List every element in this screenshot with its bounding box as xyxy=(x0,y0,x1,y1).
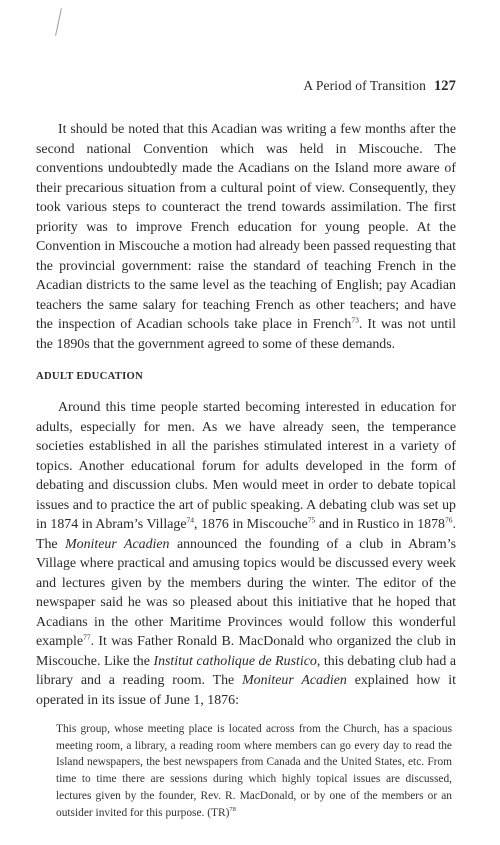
footnote-ref-77: 77 xyxy=(83,632,91,642)
paragraph-text: , 1876 in Miscouche xyxy=(194,517,308,532)
footnote-ref-76: 76 xyxy=(445,515,453,525)
chapter-title: A Period of Transition xyxy=(303,78,426,93)
paragraph-text: . It was not until the 1890s that the government agreed to some of these demands. xyxy=(36,317,456,352)
paragraph-text: , this debating club had a library and a reading room. The xyxy=(36,653,456,688)
block-quote xyxy=(56,721,452,821)
paragraph-adult-education xyxy=(36,398,456,710)
newspaper-title: Moniteur Acadien xyxy=(65,536,170,552)
page-body xyxy=(36,120,456,821)
paragraph-text: Around this time people started becoming interested in education for adults, especially for men. As we have already seen, the temperance societies established in all the parishes stimulated interest in a variety of topics. Another educational forum for adults developed in the form of debating and discussion clubs. Men would meet in order to debate topical issues and to practice the art of public speaking. A debating club was set up in 1874 in Abram’s Village xyxy=(36,400,456,532)
footnote-ref-75: 75 xyxy=(307,515,316,525)
paragraph-text: announced the founding of a club in Abram’s Village where practical and amusing topics would be discussed every week and lectures given by the members during the winter. The editor of the newspaper said he was so pleased about this initiative that he hoped that Acadians in the other Maritime Provinces would follow this wonderful example xyxy=(36,536,456,649)
margin-pencil-mark xyxy=(55,8,62,36)
paragraph-text: . It was Father Ronald B. MacDonald who organized the club in Miscouche. Like the xyxy=(36,634,456,669)
paragraph-text: It should be noted that this Acadian was writing a few months after the second national Convention which was held in Miscouche. The conventions undoubtedly made the Acadians on the Island more aware of their precarious situation from a cultural point of view. Consequently, they took various steps to counteract the trend towards assimilation. The first priority was to improve French education for young people. At the Convention in Miscouche a motion had already been passed requesting that the provincial government: raise the standard of teaching French in the Acadian districts to the same level as the teaching of English; pay Acadian teachers the same salary for teaching French as other teachers; and have the inspection of Acadian schools take place in French xyxy=(36,122,456,332)
quote-text: This group, whose meeting place is located across from the Church, has a spacious meeting room, a library, a reading room where members can go every day to read the Island newspapers, the best newspapers from Canada and the United States, etc. From time to time there are sessions during which highly topical issues are discussed, lectures given by the founder, Rev. R. MacDonald, or by one of the members or an outsider invited for this purpose. (TR) xyxy=(56,723,452,819)
newspaper-title: Moniteur Acadien xyxy=(242,673,347,688)
footnote-ref-73: 73 xyxy=(351,315,359,325)
running-header xyxy=(303,78,456,95)
footnote-ref-74: 74 xyxy=(186,515,195,525)
institution-name: Institut catholique de Rustico xyxy=(153,653,317,669)
footnote-ref-78: 78 xyxy=(229,805,236,813)
paragraph-convention xyxy=(36,120,456,354)
paragraph-text: and in Rustico in 1878 xyxy=(315,517,446,532)
paragraph-text: . The xyxy=(36,517,456,552)
paragraph-text: explained how it operated in its issue of June 1, 1876: xyxy=(36,673,457,708)
page-number: 127 xyxy=(433,78,456,94)
section-heading: ADULT EDUCATION xyxy=(36,371,144,382)
